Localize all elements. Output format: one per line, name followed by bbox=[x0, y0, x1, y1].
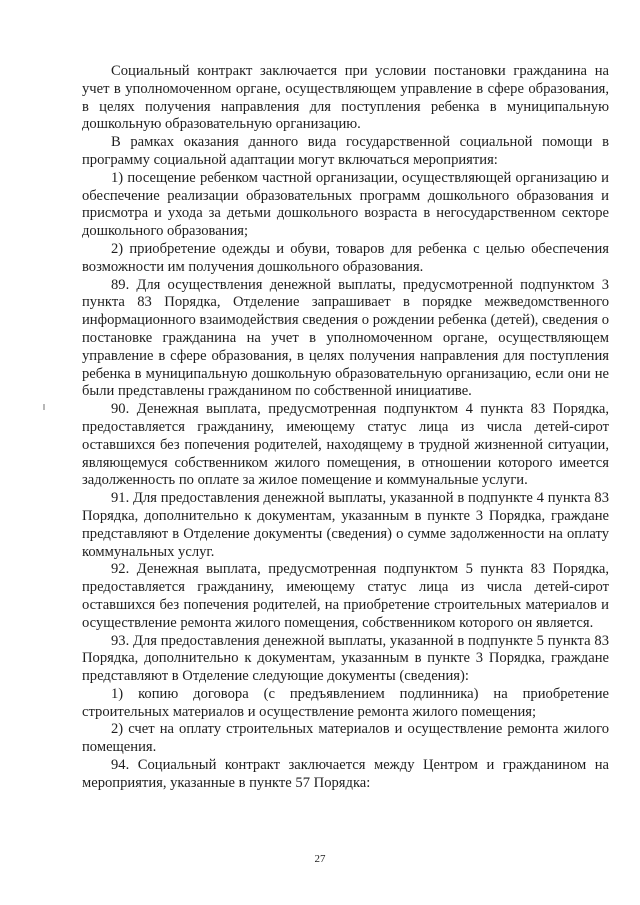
paragraph-91: 91. Для предоставления денежной выплаты, указанной в подпункте 4 пункта 83 Порядка, дополнительно к документам, указанным в пункте 3 Порядка, граждане представляют в Отделение документы (сведения) о сумме задолженности на оплату коммунальных услуг. bbox=[82, 490, 609, 560]
paragraph-93: 93. Для предоставления денежной выплаты, указанной в подпункте 5 пункта 83 Порядка, дополнительно к документам, указанным в пункте 3 Порядка, граждане представляют в Отделение следующие документы (сведения): bbox=[82, 632, 609, 685]
margin-mark bbox=[43, 404, 45, 410]
paragraph-item-1-private-organization: 1) посещение ребенком частной организации, осуществляющей организацию и обеспечение реализации образовательных программ дошкольного образования и присмотра и ухода за детьми дошкольного возраста в негосударственном секторе дошкольного образования; bbox=[82, 169, 609, 240]
page-number: 27 bbox=[314, 853, 326, 865]
paragraph-item-2-clothing: 2) приобретение одежды и обуви, товаров для ребенка с целью обеспечения возможности им получения дошкольного образования. bbox=[82, 240, 609, 275]
paragraph-93-item-2: 2) счет на оплату строительных материалов и осуществление ремонта жилого помещения. bbox=[82, 721, 609, 756]
paragraph-93-item-1: 1) копию договора (с предъявлением подлинника) на приобретение строительных материалов и осуществление ремонта жилого помещения; bbox=[82, 685, 609, 720]
document-body bbox=[82, 63, 609, 793]
paragraph-adaptation-program: В рамках оказания данного вида государственной социальной помощи в программу социальной адаптации могут включаться мероприятия: bbox=[82, 134, 609, 168]
paragraph-90: 90. Денежная выплата, предусмотренная подпунктом 4 пункта 83 Порядка, предоставляется гражданину, имеющему статус лица из числа детей-сирот оставшихся без попечения родителей, находящему в трудной жизненной ситуации, являющемуся собственником жилого помещения, в отношении которого имеется задолженность по оплате за жилое помещение и коммунальные услуги. bbox=[82, 401, 609, 489]
paragraph-92: 92. Денежная выплата, предусмотренная подпунктом 5 пункта 83 Порядка, предоставляется гражданину, имеющему статус лица из числа детей-сирот оставшихся без попечения родителей, на приобретение строительных материалов и осуществление ремонта жилого помещения, собственником которого он является. bbox=[82, 561, 609, 631]
paragraph-contract-condition: Социальный контракт заключается при условии постановки гражданина на учет в уполномоченном органе, осуществляющем управление в сфере образования, в целях получения направления для поступления ребенка в муниципальную дошкольную образовательную организацию. bbox=[82, 63, 609, 133]
paragraph-94: 94. Социальный контракт заключается между Центром и гражданином на мероприятия, указанные в пункте 57 Порядка: bbox=[82, 757, 609, 791]
paragraph-89: 89. Для осуществления денежной выплаты, предусмотренной подпунктом 3 пункта 83 Порядка, Отделение запрашивает в порядке межведомственного информационного взаимодействия сведения о рождении ребенка (детей), сведения о постановке гражданина на учет в уполномоченном органе, осуществляющем управление в сфере образования, в целях получения направления для поступления ребенка в муниципальную дошкольную образовательную организацию, если они не были представлены гражданином по собственной инициативе. bbox=[82, 276, 609, 400]
